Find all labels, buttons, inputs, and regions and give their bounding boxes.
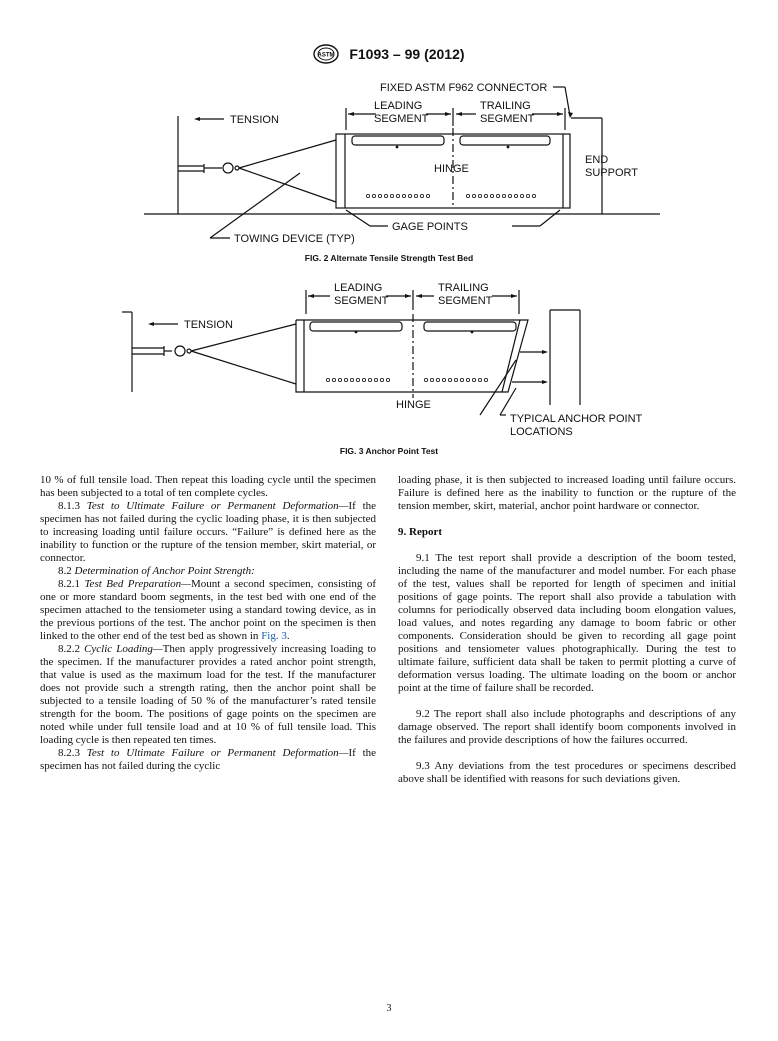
fig2-leading-label-2: SEGMENT: [374, 113, 429, 125]
fig3-leading-label-2: SEGMENT: [334, 295, 389, 307]
fig3-trailing-label-2: SEGMENT: [438, 295, 493, 307]
fig2-end-label-1: END: [585, 154, 609, 166]
right-para-9-3: 9.3 Any deviations from the test procedures or specimens described above shall be identified with reasons for such deviations given.: [398, 760, 736, 785]
left-column: [40, 474, 376, 773]
fig2-end-label-2: SUPPORT: [585, 167, 638, 179]
right-column: [398, 474, 736, 786]
fig2-caption: FIG. 2 Alternate Tensile Strength Test Bed: [304, 253, 474, 263]
left-para-1: 10 % of full tensile load. Then repeat this loading cycle until the specimen has been subjected to a total of ten complete cycles.: [40, 474, 376, 499]
fig3-link[interactable]: Fig. 3: [261, 630, 287, 642]
fig2-leading-label-1: LEADING: [374, 100, 423, 112]
page-header: [0, 44, 778, 64]
fig2-fixed-connector-label: FIXED ASTM F962 CONNECTOR: [380, 82, 548, 94]
left-para-8-2-1: 8.2.1 Test Bed Preparation—Mount a second specimen, consisting of one or more standard boom segments, in the test bed with one end of the specimen attached to the tensiometer using a standard towing device, as in the previous portions of the test. The anchor point on the specimen is then linked to the other end of the test bed as shown in Fig. 3.: [40, 578, 377, 642]
figure-3-diagram: [120, 280, 643, 440]
right-para-1: loading phase, it is then subjected to increased loading until failure occurs. Failure is defined here as the inability to function or the rupture of the tension member, skirt, material, anchor point hardware or connector.: [398, 474, 736, 512]
fig2-towing-label: TOWING DEVICE (TYP): [234, 233, 355, 245]
fig3-caption: FIG. 3 Anchor Point Test: [339, 446, 439, 456]
figure-2-diagram: [140, 78, 660, 248]
fig2-gage-points-label: GAGE POINTS: [392, 221, 468, 233]
fig3-anchor-label-2: LOCATIONS: [510, 426, 573, 438]
left-para-8-2: 8.2 Determination of Anchor Point Strength:: [58, 565, 255, 577]
left-para-8-2-2: 8.2.2 Cyclic Loading—Then apply progressively increasing loading to the specimen. If the manufacturer provides a rated anchor point strength, that value is used as the maximum load for the test. If the manufacturer does not provide such a strength rating, then the anchor point shall be subjected to a tensile loading of 50 % of the manufacturer’s rated tensile strength for the boom. The positions of gage points on the specimen are noted while under full tensile load and at 10 % of full tensile load. This loading cycle is then repeated ten times.: [40, 643, 376, 746]
page-number: 3: [386, 1003, 392, 1014]
section-heading-report: 9. Report: [398, 526, 442, 538]
left-para-8-2-3: 8.2.3 Test to Ultimate Failure or Permanent Deformation—If the specimen has not failed during the cyclic: [40, 747, 377, 772]
fig3-hinge-label: HINGE: [396, 399, 431, 411]
fig2-tension-label: TENSION: [230, 114, 279, 126]
fig3-leading-label-1: LEADING: [334, 282, 383, 294]
fig2-trailing-label-1: TRAILING: [480, 100, 531, 112]
right-para-9-1: 9.1 The test report shall provide a description of the boom tested, including the name of the manufacturer and model number. For each phase of the test, values shall be reported for length of specimen and initial positions of gage points. The report shall also provide a tabulation with columns for periodically observed data including boom elongation values, load values, and notes regarding any damage to boom fabric or other components. Consideration should be given to recording all gage point positions and tensiometer values photographically. During the test to ultimate failure, sufficient data shall be taken to permit plotting a curve of deformation versus loading. The ultimate loading on the boom or anchor point at the time of failure shall be recorded.: [398, 552, 736, 694]
svg-text:ASTM: ASTM: [317, 52, 335, 59]
fig2-hinge-label: HINGE: [434, 163, 469, 175]
astm-logo-icon: [313, 44, 339, 64]
fig3-tension-label: TENSION: [184, 319, 233, 331]
fig3-trailing-label-1: TRAILING: [438, 282, 489, 294]
right-para-9-2: 9.2 The report shall also include photographs and descriptions of any damage observed. The report shall identify boom components involved in the failures and provide descriptions of how the failures occurred.: [398, 708, 736, 746]
fig3-anchor-label-1: TYPICAL ANCHOR POINT: [510, 413, 643, 425]
left-para-8-1-3: 8.1.3 Test to Ultimate Failure or Permanent Deformation—If the specimen has not failed during the cyclic loading phase, it is then subjected to increasing loading until failure occurs. “Failure” is defined here as the inability to function or the rupture of the tension member, skirt material, or connector.: [40, 500, 377, 564]
fig2-trailing-label-2: SEGMENT: [480, 113, 535, 125]
document-title: F1093 – 99 (2012): [349, 46, 465, 62]
